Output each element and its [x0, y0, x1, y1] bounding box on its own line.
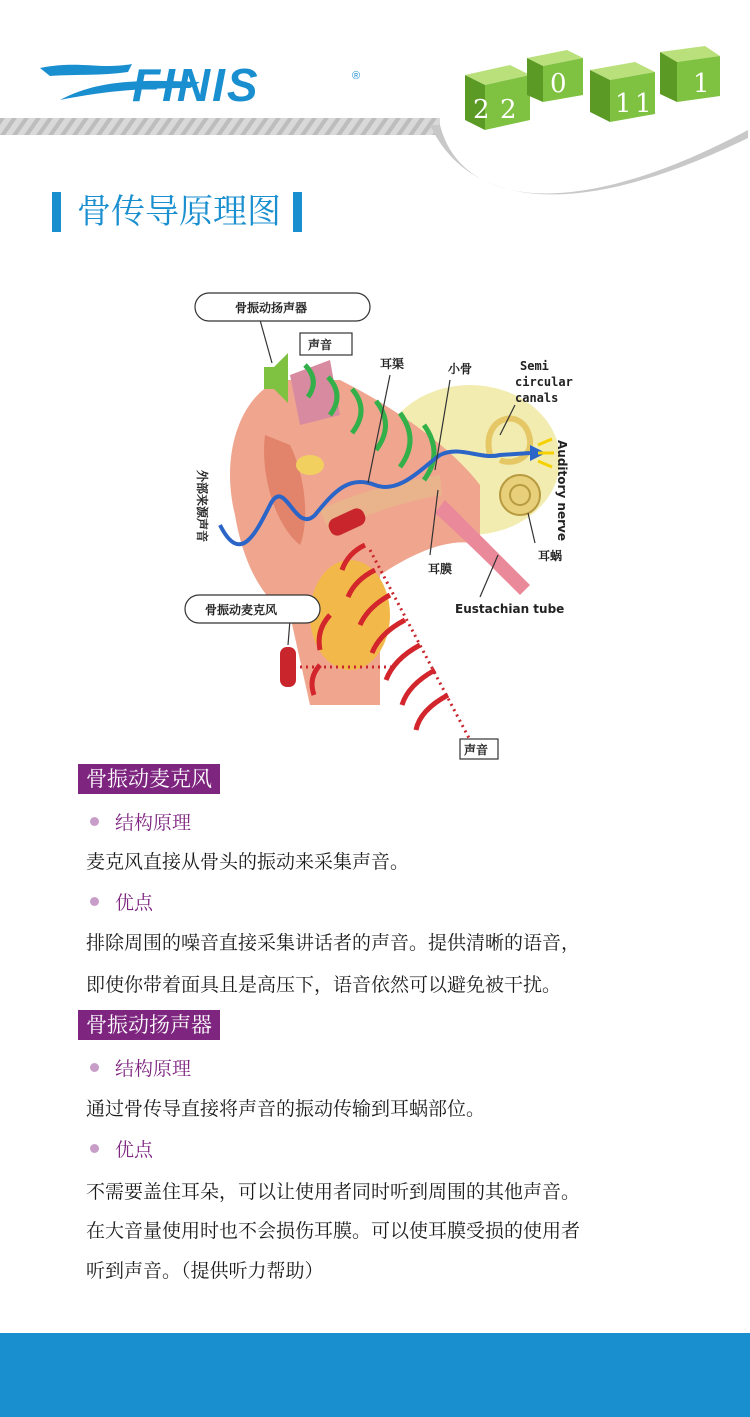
body-text: 不需要盖住耳朵，可以让使用者同时听到周围的其他声音。 [86, 1181, 581, 1203]
label-bone-mic: 骨振动麦克风 [205, 603, 278, 617]
title-bar-left [52, 192, 61, 232]
label-auditory-nerve: Auditory nerve [555, 440, 569, 541]
finis-logo [40, 30, 361, 111]
dice-digit: 2 [473, 95, 490, 125]
label-eustachian: Eustachian tube [455, 602, 565, 616]
bullet-dot-icon [90, 1144, 99, 1153]
body-text: 通过骨传导直接将声音的振动传输到耳蜗部位。 [86, 1098, 486, 1120]
label-semicircular-3: canals [515, 391, 559, 405]
label-semicircular-2: circular [515, 375, 573, 389]
cochlea-shape [500, 475, 540, 515]
title-bar-right [293, 192, 302, 232]
label-bone-speaker: 骨振动扬声器 [235, 301, 308, 315]
dice-digit: 1 [693, 69, 710, 99]
bullet-item [90, 1054, 191, 1081]
footer-band [0, 1333, 750, 1417]
label-ear-canal: 耳渠 [380, 357, 405, 371]
bullet-dot-icon [90, 1063, 99, 1072]
section-heading-speaker: 骨振动扬声器 [78, 1010, 220, 1040]
label-semicircular-1: Semi [520, 359, 549, 373]
bullet-label: 结构原理 [115, 1058, 192, 1080]
bullet-item [90, 1135, 153, 1162]
bullet-label: 优点 [115, 1139, 154, 1161]
dice-cube-icon [527, 50, 583, 102]
bone-region [310, 560, 390, 670]
dice-digit: 0 [550, 69, 567, 99]
label-sound-bottom: 声音 [464, 743, 489, 757]
page-title [52, 190, 302, 234]
section-heading-mic: 骨振动麦克风 [78, 764, 220, 794]
bone-conduction-diagram [180, 285, 580, 765]
date-dice [455, 40, 745, 140]
dice-digit: 2 [500, 95, 517, 125]
label-eardrum: 耳膜 [428, 562, 453, 576]
body-text: 听到声音。（提供听力帮助） [86, 1260, 324, 1282]
bullet-dot-icon [90, 817, 99, 826]
dice-cube-icon [590, 62, 655, 122]
bullet-label: 结构原理 [115, 812, 192, 834]
title-text: 骨传导原理图 [77, 192, 281, 232]
logo-text: FINIS [132, 59, 260, 111]
registered-mark: ® [352, 70, 361, 82]
body-text: 麦克风直接从骨头的振动来采集声音。 [86, 851, 410, 873]
dice-digit: 1 [635, 89, 652, 119]
bullet-label: 优点 [115, 892, 154, 914]
label-external-sound: 外部来源声音 [195, 470, 209, 543]
label-sound-top: 声音 [308, 338, 333, 352]
label-ossicles: 小骨 [448, 362, 473, 376]
body-text: 排除周围的噪音直接采集讲话者的声音。提供清晰的语音， [86, 932, 581, 954]
dice-cube-icon [660, 46, 720, 102]
bullet-item [90, 808, 191, 835]
dice-digit: 1 [615, 89, 632, 119]
header-stripe [0, 118, 440, 135]
body-text: 即使你带着面具且是高压下，语音依然可以避免被干扰。 [86, 974, 562, 996]
bone-mic-icon [280, 647, 296, 687]
label-cochlea: 耳蜗 [538, 549, 563, 563]
body-text: 在大音量使用时也不会损伤耳膜。可以使耳膜受损的使用者 [86, 1220, 581, 1242]
bullet-dot-icon [90, 897, 99, 906]
dice-cube-icon [465, 65, 530, 130]
bullet-item [90, 888, 153, 915]
